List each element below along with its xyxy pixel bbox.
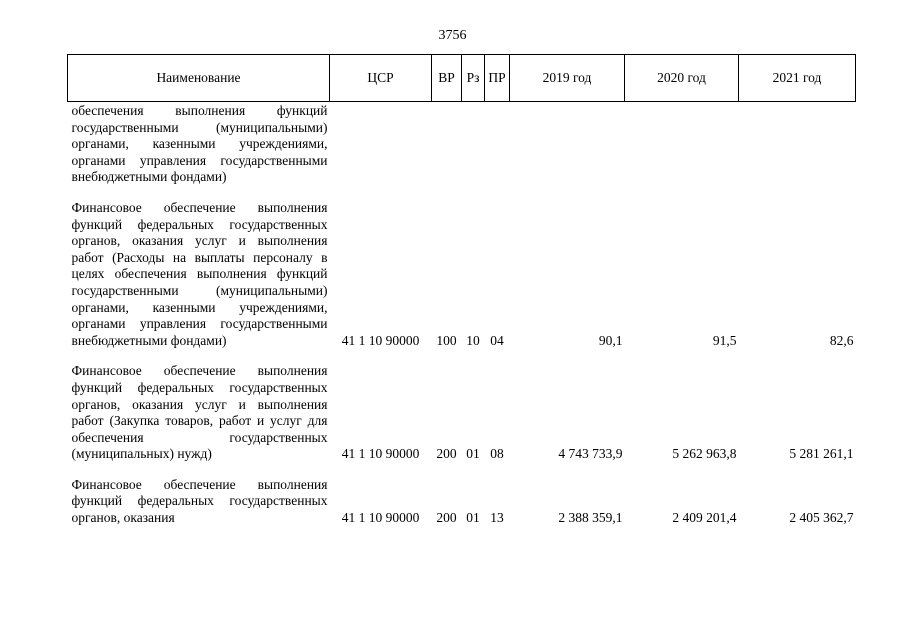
row-2019 [510,102,625,186]
row-name: Финансовое обеспечение выполнения функций федеральных государственных органов, оказания услуг и выполнения работ (Закупка товаров, работ и услуг для обеспечения государственных (муниципальных) нужд) [71,363,328,462]
row-2020 [625,102,739,186]
table-row [68,102,856,186]
row-spacer [68,463,856,477]
header-rz: Рз [462,55,485,102]
row-vr: 200 [436,510,457,526]
row-pr [485,102,510,186]
page-number: 3756 [438,28,467,43]
row-2020: 2 409 201,4 [672,510,737,526]
row-pr: 08 [490,446,504,462]
table-row [68,477,856,527]
row-2021 [739,102,856,186]
row-pr: 04 [490,332,504,348]
row-rz [462,102,485,186]
row-name: Финансовое обеспечение выполнения функций федеральных государственных органов, оказания [71,476,328,526]
budget-table [67,54,856,527]
table-row [68,363,856,463]
header-vr: ВР [432,55,462,102]
header-2021: 2021 год [739,55,856,102]
row-csr: 41 1 10 90000 [341,332,420,348]
row-2020: 91,5 [712,332,737,348]
row-csr: 41 1 10 90000 [341,510,420,526]
row-2021: 82,6 [829,332,854,348]
row-2021: 2 405 362,7 [789,510,854,526]
row-csr: 41 1 10 90000 [341,446,420,462]
row-spacer [68,349,856,363]
row-2020: 5 262 963,8 [672,446,737,462]
row-2019: 2 388 359,1 [558,510,623,526]
header-csr: ЦСР [330,55,432,102]
row-2019: 4 743 733,9 [558,446,623,462]
table-header-row [68,55,856,102]
row-csr [330,102,432,186]
table-row [68,200,856,349]
row-name: обеспечения выполнения функций государственными (муниципальными) органами, казенными учреждениями, органами управления государственными внебюджетными фондами) [71,103,328,185]
header-2020: 2020 год [625,55,739,102]
row-rz: 01 [466,446,480,462]
header-name: Наименование [68,55,330,102]
row-rz: 10 [466,332,480,348]
row-vr [432,102,462,186]
row-spacer [68,186,856,200]
row-2021: 5 281 261,1 [789,446,854,462]
row-2019: 90,1 [598,332,623,348]
header-2019: 2019 год [510,55,625,102]
row-pr: 13 [490,510,504,526]
row-rz: 01 [466,510,480,526]
row-vr: 200 [436,446,457,462]
row-vr: 100 [436,332,457,348]
header-pr: ПР [485,55,510,102]
row-name: Финансовое обеспечение выполнения функций федеральных государственных органов, оказания услуг и выполнения работ (Расходы на выплаты персоналу в целях обеспечения выполнения функций государственными (муниципальными) органами, казенными учреждениями, органами управления государственными внебюджетными фондами) [71,199,328,348]
